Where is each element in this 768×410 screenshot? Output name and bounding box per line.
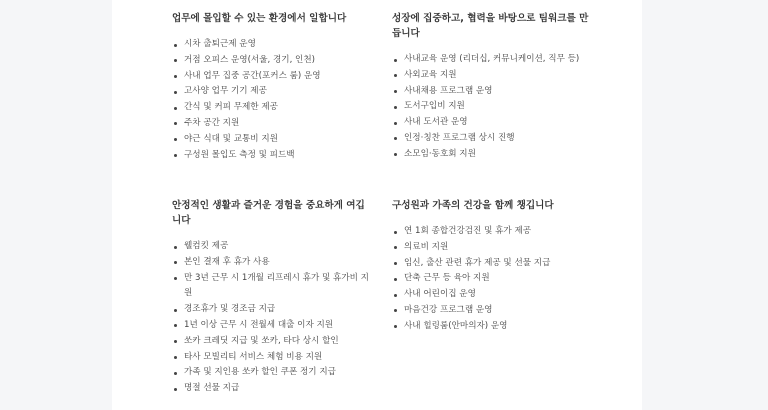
list-item: 소모임·동호회 지원 <box>392 147 592 163</box>
benefit-section-work-environment <box>172 11 372 163</box>
list-item: 거점 오피스 운영(서울, 경기, 인천) <box>172 53 372 69</box>
list-item: 본인 결재 후 휴가 사용 <box>172 255 372 271</box>
list-item: 경조휴가 및 경조금 지급 <box>172 302 372 318</box>
list-item: 사내교육 운영 (리더십, 커뮤니케이션, 직무 등) <box>392 52 592 68</box>
section-title: 성장에 집중하고, 협력을 바탕으로 팀워크를 만듭니다 <box>392 13 589 39</box>
list-item: 간식 및 커피 무제한 제공 <box>172 100 372 116</box>
list-item: 주차 공간 지원 <box>172 116 372 132</box>
list-item: 연 1회 종합건강검진 및 휴가 제공 <box>392 224 592 240</box>
list-item: 웰컴킷 제공 <box>172 239 372 255</box>
list-item: 사내 어린이집 운영 <box>392 287 592 303</box>
benefit-list <box>172 37 372 163</box>
benefit-list <box>392 224 592 335</box>
list-item: 야근 식대 및 교통비 지원 <box>172 132 372 148</box>
list-item: 고사양 업무 기기 제공 <box>172 84 372 100</box>
list-item: 타사 모빌리티 서비스 체험 비용 지원 <box>172 350 372 366</box>
benefit-list <box>172 239 372 397</box>
list-item: 사내채용 프로그램 운영 <box>392 84 592 100</box>
list-item: 단축 근무 등 육아 지원 <box>392 271 592 287</box>
benefit-section-growth-teamwork <box>392 11 592 163</box>
list-item: 사외교육 지원 <box>392 68 592 84</box>
list-item: 가족 및 지인용 쏘카 할인 쿠폰 정기 지급 <box>172 365 372 381</box>
section-title: 안정적인 생활과 즐거운 경험을 중요하게 여깁니다 <box>172 200 365 226</box>
list-item: 시차 출퇴근제 운영 <box>172 37 372 53</box>
list-item: 만 3년 근무 시 1개월 리프레시 휴가 및 휴가비 지원 <box>172 271 372 303</box>
list-item: 임신, 출산 관련 휴가 제공 및 선물 지급 <box>392 256 592 272</box>
list-item: 사내 도서관 운영 <box>392 115 592 131</box>
list-item: 도서구입비 지원 <box>392 99 592 115</box>
section-title: 구성원과 가족의 건강을 함께 챙깁니다 <box>392 200 554 211</box>
list-item: 쏘카 크레딧 지급 및 쏘카, 타다 상시 할인 <box>172 334 372 350</box>
list-item: 명절 선물 지급 <box>172 381 372 397</box>
section-title: 업무에 몰입할 수 있는 환경에서 일합니다 <box>172 13 347 24</box>
list-item: 구성원 몰입도 측정 및 피드백 <box>172 148 372 164</box>
list-item: 사내 힐링룸(안마의자) 운영 <box>392 319 592 335</box>
benefit-section-stable-life <box>172 198 372 397</box>
list-item: 인정·칭찬 프로그램 상시 진행 <box>392 131 592 147</box>
list-item: 마음건강 프로그램 운영 <box>392 303 592 319</box>
list-item: 1년 이상 근무 시 전월세 대출 이자 지원 <box>172 318 372 334</box>
benefits-card <box>112 0 642 410</box>
benefit-list <box>392 52 592 163</box>
list-item: 사내 업무 집중 공간(포커스 룸) 운영 <box>172 69 372 85</box>
benefit-section-health <box>392 198 592 335</box>
list-item: 의료비 지원 <box>392 240 592 256</box>
